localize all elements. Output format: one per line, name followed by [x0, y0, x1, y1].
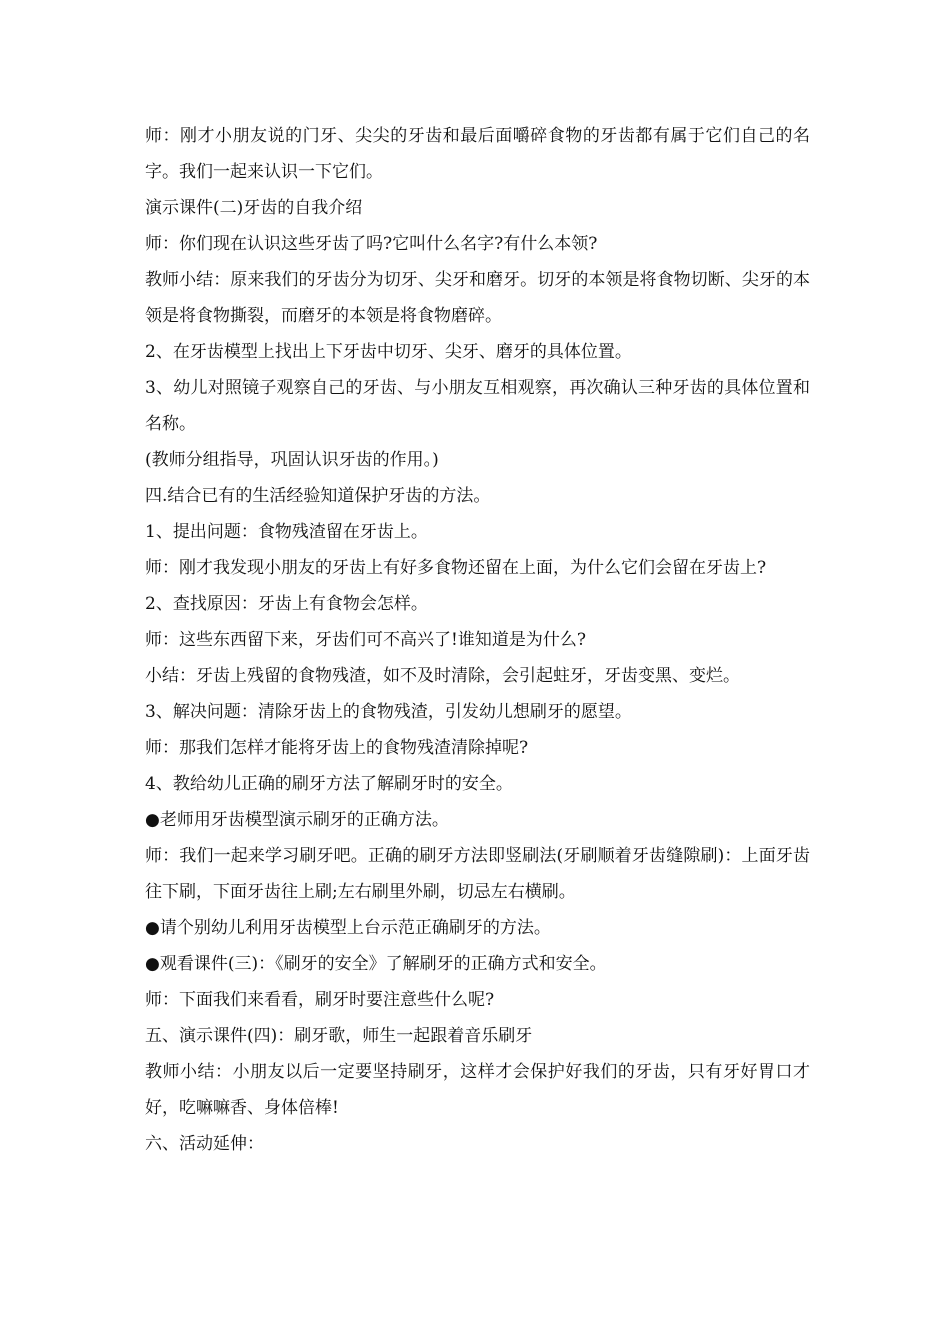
paragraph: 2、在牙齿模型上找出上下牙齿中切牙、尖牙、磨牙的具体位置。: [145, 342, 632, 362]
paragraph: 3、幼儿对照镜子观察自己的牙齿、与小朋友互相观察，再次确认三种牙齿的具体位置和名称。: [145, 378, 810, 434]
paragraph: 演示课件(二)牙齿的自我介绍: [145, 198, 363, 218]
paragraph: 小结：牙齿上残留的食物残渣，如不及时清除，会引起蛀牙，牙齿变黑、变烂。: [145, 666, 740, 686]
paragraph: 教师小结：原来我们的牙齿分为切牙、尖牙和磨牙。切牙的本领是将食物切断、尖牙的本领是将食物撕裂，而磨牙的本领是将食物磨碎。: [145, 270, 810, 326]
paragraph: ●观看课件(三)：《刷牙的安全》了解刷牙的正确方式和安全。: [145, 954, 607, 974]
paragraph: ●老师用牙齿模型演示刷牙的正确方法。: [145, 810, 449, 830]
paragraph: 师：你们现在认识这些牙齿了吗?它叫什么名字?有什么本领?: [145, 234, 598, 254]
paragraph: (教师分组指导，巩固认识牙齿的作用。): [145, 450, 439, 470]
paragraph: 师：刚才我发现小朋友的牙齿上有好多食物还留在上面，为什么它们会留在牙齿上?: [145, 558, 767, 578]
paragraph: 四.结合已有的生活经验知道保护牙齿的方法。: [145, 486, 491, 506]
paragraph: 2、查找原因：牙齿上有食物会怎样。: [145, 594, 428, 614]
paragraph: 4、教给幼儿正确的刷牙方法了解刷牙时的安全。: [145, 774, 513, 794]
paragraph: 教师小结：小朋友以后一定要坚持刷牙，这样才会保护好我们的牙齿，只有牙好胃口才好，吃嘛嘛香、身体倍棒!: [145, 1062, 810, 1118]
paragraph: 师：我们一起来学习刷牙吧。正确的刷牙方法即竖刷法(牙刷顺着牙齿缝隙刷)：上面牙齿往下刷，下面牙齿往上刷;左右刷里外刷，切忌左右横刷。: [145, 846, 810, 902]
paragraph: 师：下面我们来看看，刷牙时要注意些什么呢?: [145, 990, 495, 1010]
paragraph: 师：刚才小朋友说的门牙、尖尖的牙齿和最后面嚼碎食物的牙齿都有属于它们自己的名字。我们一起来认识一下它们。: [145, 126, 810, 182]
paragraph: 1、提出问题：食物残渣留在牙齿上。: [145, 522, 428, 542]
paragraph: ●请个别幼儿利用牙齿模型上台示范正确刷牙的方法。: [145, 918, 551, 938]
paragraph: 师：那我们怎样才能将牙齿上的食物残渣清除掉呢?: [145, 738, 529, 758]
paragraph: 五、演示课件(四)：刷牙歌，师生一起跟着音乐刷牙: [145, 1026, 533, 1046]
document-body: [145, 118, 810, 1162]
paragraph: 六、活动延伸：: [145, 1134, 264, 1154]
paragraph: 师：这些东西留下来，牙齿们可不高兴了!谁知道是为什么?: [145, 630, 586, 650]
paragraph: 3、解决问题：清除牙齿上的食物残渣，引发幼儿想刷牙的愿望。: [145, 702, 632, 722]
